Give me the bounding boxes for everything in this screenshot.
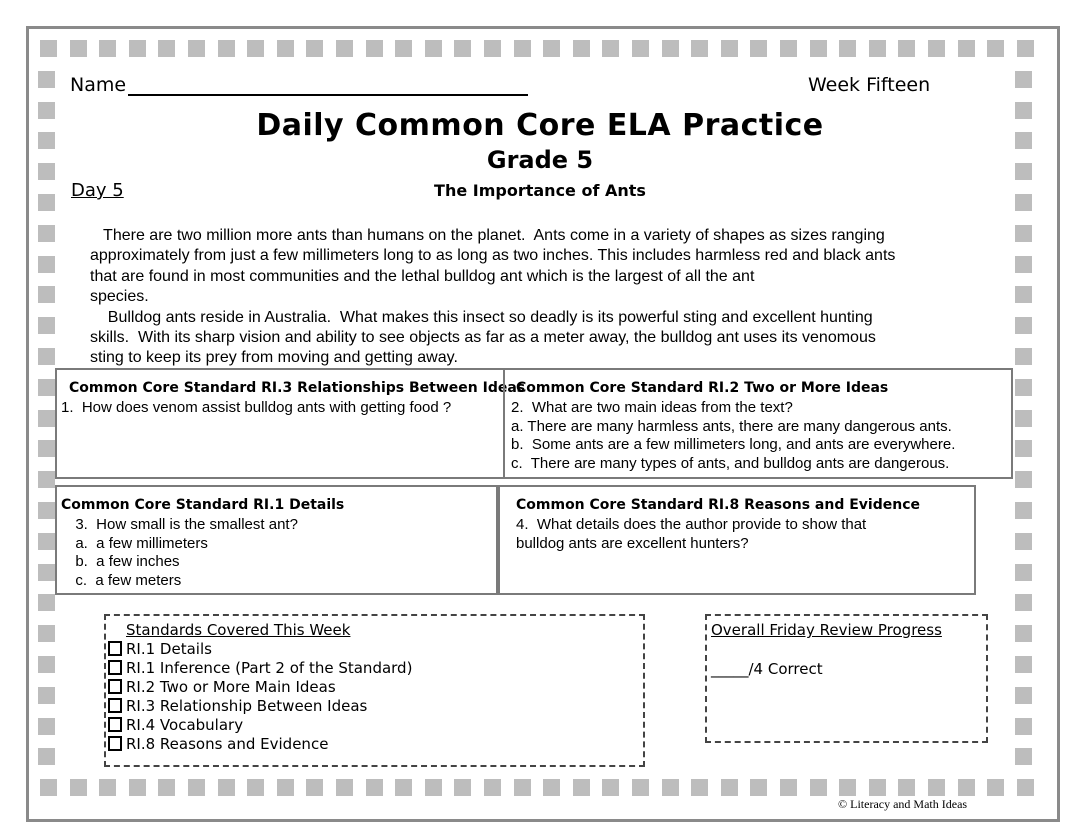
border-square: [247, 779, 264, 796]
border-square: [1015, 286, 1032, 303]
border-square: [898, 40, 915, 57]
border-square: [38, 410, 55, 427]
reading-passage: [90, 226, 990, 369]
border-square: [1015, 410, 1032, 427]
border-square: [40, 40, 57, 57]
border-square: [632, 779, 649, 796]
question-box-ri2[interactable]: [503, 368, 1013, 479]
passage-line: approximately from just a few millimeters long to as long as two inches. This includes harmless red and black ants: [90, 247, 896, 265]
border-square: [987, 779, 1004, 796]
border-square: [366, 779, 383, 796]
question-box-heading: Common Core Standard RI.3 Relationships Between Ideas: [69, 380, 526, 396]
border-square: [780, 779, 797, 796]
border-square: [1015, 440, 1032, 457]
border-square: [1015, 748, 1032, 765]
border-square: [1015, 687, 1032, 704]
border-square: [543, 779, 560, 796]
border-square: [484, 40, 501, 57]
standard-item: RI.8 Reasons and Evidence: [126, 735, 329, 753]
border-square: [158, 779, 175, 796]
border-square: [869, 40, 886, 57]
border-square: [1015, 71, 1032, 88]
border-square: [1015, 317, 1032, 334]
border-square: [247, 40, 264, 57]
border-square: [602, 779, 619, 796]
standard-checkbox[interactable]: [108, 698, 122, 713]
border-square: [38, 718, 55, 735]
answer-choice-c[interactable]: c. There are many types of ants, and bulldog ants are dangerous.: [511, 455, 950, 473]
border-square: [1017, 779, 1034, 796]
border-square: [1015, 656, 1032, 673]
border-square: [721, 779, 738, 796]
border-square: [573, 40, 590, 57]
border-square: [454, 779, 471, 796]
border-square: [662, 779, 679, 796]
border-square: [99, 40, 116, 57]
border-square: [810, 40, 827, 57]
border-square: [277, 779, 294, 796]
name-label: Name: [70, 74, 127, 96]
border-square: [1015, 564, 1032, 581]
passage-line: sting to keep its prey from moving and getting away.: [90, 349, 458, 367]
standard-item: RI.1 Inference (Part 2 of the Standard): [126, 659, 413, 677]
border-square: [1015, 625, 1032, 642]
border-square: [38, 317, 55, 334]
border-square: [1015, 718, 1032, 735]
border-square: [38, 71, 55, 88]
border-square: [632, 40, 649, 57]
week-label: Week Fifteen: [808, 74, 931, 96]
day-label: Day 5: [71, 180, 124, 201]
border-square: [306, 779, 323, 796]
passage-title: The Importance of Ants: [434, 181, 646, 200]
standard-item: RI.2 Two or More Main Ideas: [126, 678, 336, 696]
border-square: [1015, 225, 1032, 242]
border-square: [750, 40, 767, 57]
border-square: [129, 40, 146, 57]
border-square: [958, 779, 975, 796]
border-square: [395, 779, 412, 796]
border-square: [38, 687, 55, 704]
border-square: [38, 594, 55, 611]
border-square: [38, 440, 55, 457]
border-square: [869, 779, 886, 796]
border-square: [898, 779, 915, 796]
border-square: [129, 779, 146, 796]
border-square: [425, 40, 442, 57]
standards-covered-box: [104, 614, 645, 767]
standard-checkbox[interactable]: [108, 717, 122, 732]
border-square: [514, 40, 531, 57]
question-3-text: 3. How small is the smallest ant?: [67, 516, 298, 533]
border-square: [336, 40, 353, 57]
border-square: [543, 40, 560, 57]
question-4-text: 4. What details does the author provide to show that: [516, 516, 867, 533]
question-4-text: bulldog ants are excellent hunters?: [516, 534, 749, 552]
standard-item: RI.1 Details: [126, 640, 212, 658]
answer-choice-b[interactable]: b. a few inches: [67, 553, 180, 571]
border-square: [662, 40, 679, 57]
answer-choice-a[interactable]: a. a few millimeters: [67, 534, 208, 552]
border-square: [336, 779, 353, 796]
border-square: [1015, 256, 1032, 273]
border-square: [188, 40, 205, 57]
border-square: [38, 748, 55, 765]
question-1-text: 1. How does venom assist bulldog ants with getting food ?: [61, 399, 452, 416]
border-square: [514, 779, 531, 796]
standard-item: RI.3 Relationship Between Ideas: [126, 697, 368, 715]
progress-heading: Overall Friday Review Progress: [711, 621, 942, 639]
border-square: [395, 40, 412, 57]
border-square: [1015, 379, 1032, 396]
question-2-text: 2. What are two main ideas from the text?: [511, 399, 793, 416]
border-square: [38, 471, 55, 488]
border-square: [1015, 533, 1032, 550]
border-square: [38, 348, 55, 365]
review-progress-box: [705, 614, 988, 743]
border-square: [750, 779, 767, 796]
question-box-ri1[interactable]: [55, 485, 500, 595]
progress-score[interactable]: _____/4 Correct: [711, 660, 823, 678]
passage-line: There are two million more ants than humans on the planet. Ants come in a variety of shapes as sizes ranging: [90, 227, 885, 244]
passage-line: Bulldog ants reside in Australia. What makes this insect so deadly is its powerful sting and excellent hunting: [90, 308, 873, 326]
answer-choice-c[interactable]: c. a few meters: [67, 572, 182, 590]
border-square: [366, 40, 383, 57]
border-square: [38, 656, 55, 673]
border-square: [691, 779, 708, 796]
border-square: [38, 533, 55, 550]
border-square: [1015, 594, 1032, 611]
passage-line: skills. With its sharp vision and ability to see objects as far as a meter away, the bulldog ant uses its venomous: [90, 329, 876, 347]
answer-choice-b[interactable]: b. Some ants are a few millimeters long, and ants are everywhere.: [511, 436, 956, 454]
border-square: [38, 502, 55, 519]
question-box-heading: Common Core Standard RI.1 Details: [61, 497, 345, 513]
border-square: [38, 256, 55, 273]
border-square: [218, 40, 235, 57]
border-square: [70, 779, 87, 796]
grade-label: Grade 5: [486, 146, 594, 174]
border-square: [38, 564, 55, 581]
copyright-text: © Literacy and Math Ideas: [838, 797, 968, 811]
border-square: [99, 779, 116, 796]
border-square: [839, 779, 856, 796]
border-square: [1015, 471, 1032, 488]
border-square: [484, 779, 501, 796]
border-square: [780, 40, 797, 57]
question-box-heading: Common Core Standard RI.8 Reasons and Evidence: [516, 497, 920, 513]
question-box-ri8[interactable]: [496, 485, 976, 595]
border-square: [70, 40, 87, 57]
border-square: [602, 40, 619, 57]
standards-heading: Standards Covered This Week: [126, 621, 351, 639]
border-square: [425, 779, 442, 796]
border-square: [691, 40, 708, 57]
border-square: [277, 40, 294, 57]
question-box-ri3[interactable]: [55, 368, 526, 479]
passage-line: species.: [90, 288, 149, 306]
border-square: [1017, 40, 1034, 57]
border-square: [987, 40, 1004, 57]
border-square: [38, 286, 55, 303]
border-square: [38, 379, 55, 396]
border-square: [721, 40, 738, 57]
border-square: [306, 40, 323, 57]
border-square: [810, 779, 827, 796]
border-square: [839, 40, 856, 57]
border-square: [958, 40, 975, 57]
standard-checkbox[interactable]: [108, 641, 122, 656]
border-square: [38, 625, 55, 642]
border-square: [40, 779, 57, 796]
standard-checkbox[interactable]: [108, 736, 122, 751]
standard-item: RI.4 Vocabulary: [126, 716, 244, 734]
border-square: [928, 40, 945, 57]
border-square: [1015, 502, 1032, 519]
border-square: [158, 40, 175, 57]
border-square: [1015, 348, 1032, 365]
border-square: [928, 779, 945, 796]
border-square: [454, 40, 471, 57]
question-box-heading: Common Core Standard RI.2 Two or More Ideas: [516, 380, 889, 396]
standard-checkbox[interactable]: [108, 660, 122, 675]
answer-choice-a[interactable]: a. There are many harmless ants, there are many dangerous ants.: [511, 417, 952, 435]
page-title: Daily Common Core ELA Practice: [256, 108, 824, 143]
border-square: [38, 225, 55, 242]
standard-checkbox[interactable]: [108, 679, 122, 694]
border-square: [188, 779, 205, 796]
border-square: [218, 779, 235, 796]
border-square: [573, 779, 590, 796]
name-blank-line[interactable]: [128, 94, 528, 96]
passage-line: that are found in most communities and the lethal bulldog ant which is the largest of all the ant: [90, 267, 755, 285]
